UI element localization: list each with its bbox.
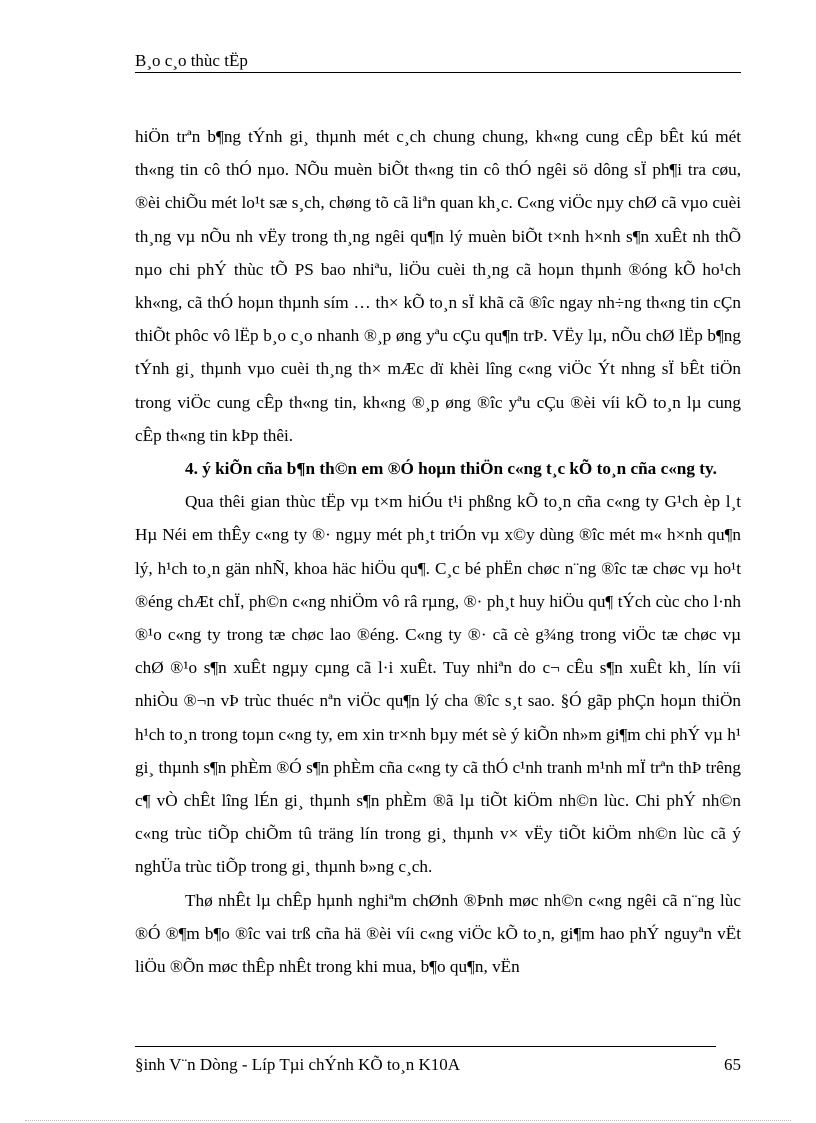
section-heading: 4. ý kiÕn cña b¶n th©n em ®Ó hoµn thiÖn c«ng t¸c kÕ to¸n cña c«ng ty. [185, 459, 717, 479]
header-title: B¸o c¸o thùc tËp [135, 51, 248, 70]
header-divider [135, 72, 741, 73]
footer-author: §inh V¨n Dòng - Líp Tµi chÝnh KÕ to¸n K10A [135, 1055, 461, 1074]
paragraph: Qua thêi gian thùc tËp vµ t×m hiÓu t¹i phßng kÕ to¸n cña c«ng ty G¹ch èp l¸t Hµ Néi em thÊy c«ng ty ®· ngµy mét ph¸t triÓn vµ x©y dùng ®îc mét m« h×nh qu¶n lý, h¹ch to¸n gän nhÑ, khoa häc hiÖu qu¶. C¸c bé phËn chøc n¨ng ®îc tæ chøc vµ ho¹t ®éng chÆt chÏ, ph©n c«ng nhiÖm vô râ rµng, ®· ph¸t huy hiÖu qu¶ tÝch cùc cho l·nh ®¹o c«ng ty trong tæ chøc lao ®éng. C«ng ty ®· cã cè g¾ng trong viÖc tæ chøc vµ chØ ®¹o s¶n xuÊt ngµy cµng cã l·i xuÊt. Tuy nhiªn do c¬ cÊu s¶n xuÊt kh¸ lín víi nhiÒu ®¬n vÞ trùc thuéc nªn viÖc qu¶n lý cha ®îc s¸t sao. §Ó gãp phÇn hoµn thiÖn h¹ch to¸n trong toµn c«ng ty, em xin tr×nh bµy mét sè ý kiÕn nh»m gi¶m chi phÝ vµ h¹ gi¸ thµnh s¶n phÈm ®Ó s¶n phÈm cña c«ng ty cã thÓ c¹nh tranh m¹nh mÏ trªn thÞ trêng c¶ vÒ chÊt lîng lÉn gi¸ thµnh s¶n phÈm ®ã lµ tiÕt kiÖm nh©n lùc. Chi phÝ nh©n c«ng trùc tiÕp chiÕm tû träng lín trong gi¸ thµnh v× vËy tiÕt kiÖm nh©n lùc cã ý nghÜa trùc tiÕp trong gi¸ thµnh b»ng c¸ch. [135, 492, 741, 877]
page-header [135, 50, 741, 72]
page-edge-line [25, 1120, 791, 1121]
page-number: 65 [724, 1055, 741, 1074]
document-body [135, 120, 741, 983]
paragraph-continued: hiÖn trªn b¶ng tÝnh gi¸ thµnh mét c¸ch chung chung, kh«ng cung cÊp bÊt kú mét th«ng tin cô thÓ nµo. NÕu muèn biÕt th«ng tin cô thÓ ngêi sö dông sÏ ph¶i tra cøu, ®èi chiÕu mét lo¹t sæ s¸ch, chøng tõ cã liªn quan kh¸c. C«ng viÖc nµy chØ cã vµo cuèi th¸ng vµ nÕu nh vËy trong th¸ng ngêi qu¶n lý muèn biÕt t×nh h×nh s¶n xuÊt nh thÕ nµo chi phÝ thùc tÕ PS bao nhiªu, liÖu cuèi th¸ng cã hoµn thµnh ®óng kÕ ho¹ch kh«ng, cã thÓ hoµn thµnh sím … th× kÕ to¸n sÏ khã cã ®îc ngay nh÷ng th«ng tin cÇn thiÕt phôc vô lËp b¸o c¸o nhanh ®¸p øng yªu cÇu qu¶n trÞ. VËy lµ, nÕu chØ lËp b¶ng tÝnh gi¸ thµnh vµo cuèi th¸ng th× mÆc dï khèi lîng c«ng viÖc Ýt nhng sÏ bÊt tiÖn trong viÖc cung cÊp th«ng tin, kh«ng ®¸p øng ®îc yªu cÇu ®èi víi kÕ to¸n lµ cung cÊp th«ng tin kÞp thêi. [135, 127, 741, 445]
page-footer [135, 1053, 741, 1077]
footer-divider [135, 1046, 716, 1047]
paragraph: Thø nhÊt lµ chÊp hµnh nghiªm chØnh ®Þnh møc nh©n c«ng ngêi cã n¨ng lùc ®Ó ®¶m b¶o ®îc vai trß cña hä ®èi víi c«ng viÖc kÕ to¸n, gi¶m hao phÝ nguyªn vËt liÖu ®Õn møc thÊp nhÊt trong khi mua, b¶o qu¶n, vËn [135, 890, 741, 977]
